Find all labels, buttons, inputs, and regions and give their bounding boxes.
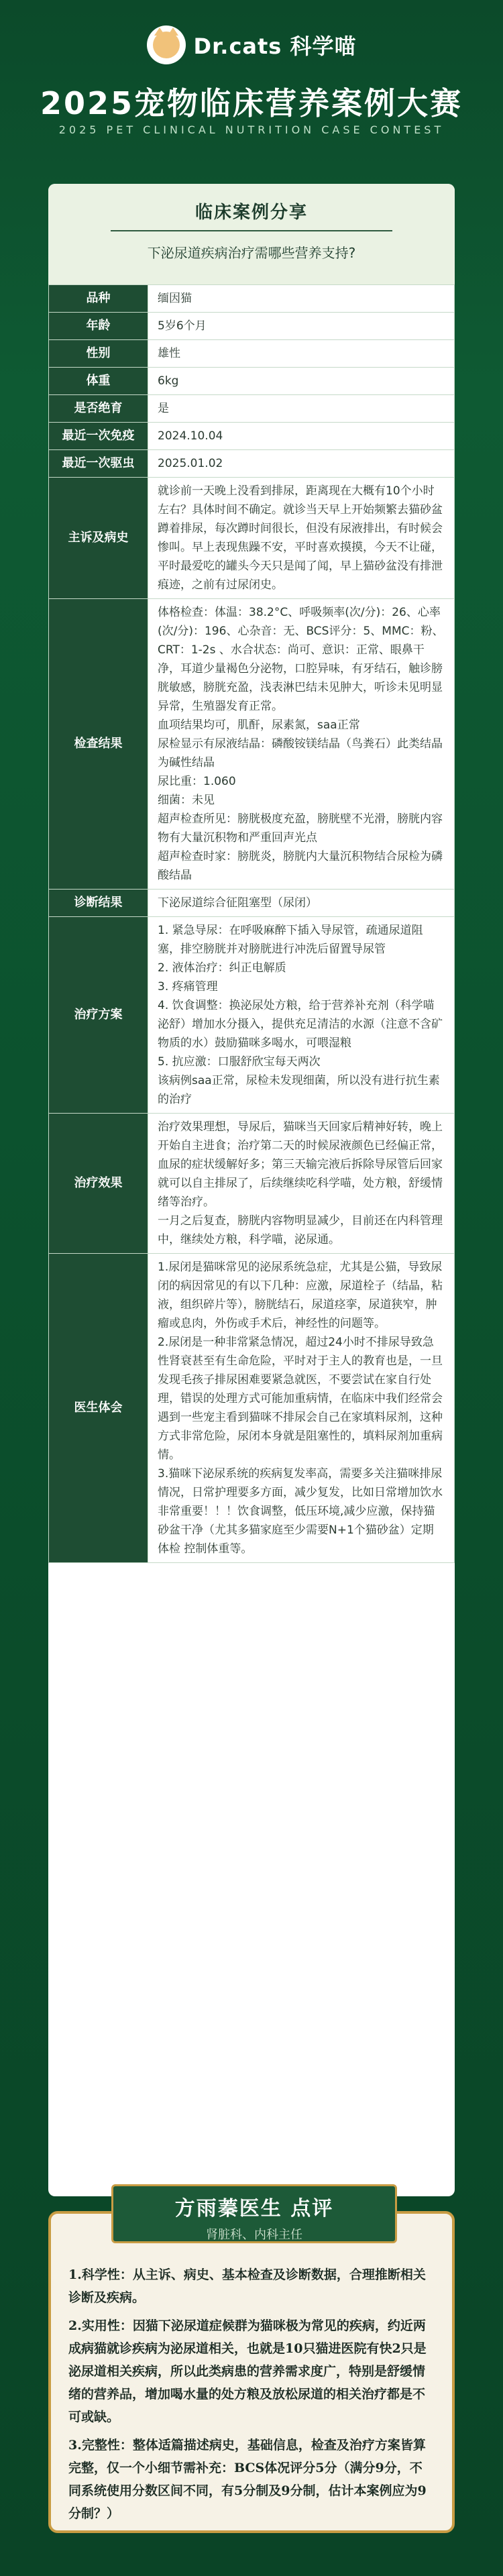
row-value: 6kg [148, 368, 455, 395]
expert-comment: 3.完整性：整体适篇描述病史，基础信息，检查及治疗方案皆算完整，仅一个小细节需补充：BCS体况评分5分（满分9分，不同系统使用分数区间不同，有5分制及9分制，估计本案例应为9分制？） [68, 2438, 427, 2521]
table-row [49, 450, 455, 478]
row-value: 1.尿闭是猫咪常见的泌尿系统急症，尤其是公猫，导致尿闭的病因常见的有以下几种：应激，尿道栓子（结晶，粘液，组织碎片等），膀胱结石，尿道痉挛，尿道狭窄，肿瘤或息肉，外伤或手术后，神经性的问题等。 2.尿闭是一种非常紧急情况，超过24小时不排尿导致急性肾衰甚至有生命危险，平时对于主人的教育也是，一旦发现毛孩子排尿困难要紧急就医，不要尝试在家自行处理，错误的处理方式可能加重病情，在临床中我们经常会遇到一些宠主看到猫咪不排尿会自己在家填料尿剂，这种方式非常危险，尿闭本身就是阻塞性的，填料尿剂加重病情。 3.猫咪下泌尿系统的疾病复发率高，需要多关注猫咪排尿情况，日常护理要多方面，减少复发，比如日常增加饮水非常重要！！！饮食调整，低压环境,减少应激，保持猫砂盆干净（尤其多猫家庭至少需要N+1个猫砂盆）定期体检 控制体重等。 [148, 1254, 455, 1563]
expert-name: 方雨蓁医生 点评 [174, 2197, 334, 2220]
expert-review [48, 2197, 455, 2533]
page-title: 2025宠物临床营养案例大赛 [40, 85, 463, 121]
table-row [49, 1114, 455, 1254]
brand [0, 25, 503, 64]
row-value: 2024.10.04 [148, 423, 455, 450]
row-label: 年龄 [49, 313, 148, 340]
row-label: 是否绝育 [49, 395, 148, 423]
brand-name: Dr.cats 科学喵 [193, 34, 357, 59]
page-subtitle: 2025 PET CLINICAL NUTRITION CASE CONTEST [58, 123, 445, 136]
row-label: 品种 [49, 285, 148, 313]
row-label: 最近一次驱虫 [49, 450, 148, 478]
card-heading: 临床案例分享 [194, 203, 308, 223]
row-label: 性别 [49, 340, 148, 368]
table-row [49, 395, 455, 423]
table-row [49, 1254, 455, 1563]
row-value: 体格检查：体温：38.2°C、呼吸频率(次/分)：26、心率(次/分)：196、心杂音：无、BCS评分：5、MMC：粉、CRT：1-2s 、水合状态：尚可、意识：正常、眼鼻干净，耳道少量褐色分泌物，口腔异味，有牙结石，触诊膀胱敏感，膀胱充盈，浅表淋巴结未见肿大，听诊未见明显异常，生殖器发育正常。 血项结果均可，肌酐，尿素氮，saa正常 尿检显示有尿液结晶：磷酸铵镁结晶（鸟粪石）此类结晶为碱性结晶 尿比重：1.060 细菌：未见 超声检查所见：膀胱极度充盈，膀胱壁不光滑，膀胱内容物有大量沉积物和严重回声光点 超声检查时家：膀胱炎，膀胱内大量沉积物结合尿检为磷酸结晶 [148, 599, 455, 890]
expert-role: 肾脏科、内科主任 [206, 2228, 302, 2242]
table-row [49, 890, 455, 917]
table-row [49, 478, 455, 599]
table-row [49, 368, 455, 395]
table-row [49, 917, 455, 1114]
expert-comment: 2.实用性：因猫下泌尿道症候群为猫咪极为常见的疾病，约近两成病猫就诊疾病为泌尿道相关，也就是10只猫进医院有快2只是泌尿道相关疾病，所以此类病患的营养需求度广，特别是舒缓情绪的营养品，增加喝水量的处方粮及放松尿道的相关治疗都是不可或缺。 [68, 2318, 427, 2424]
row-value: 2025.01.02 [148, 450, 455, 478]
row-label: 诊断结果 [49, 890, 148, 917]
row-value: 5岁6个月 [148, 313, 455, 340]
row-value: 是 [148, 395, 455, 423]
divider [111, 230, 392, 231]
row-label: 体重 [49, 368, 148, 395]
table-row [49, 599, 455, 890]
card-header [48, 184, 455, 284]
expert-comments [51, 2263, 452, 2525]
case-card [48, 184, 455, 2196]
row-value: 1. 紧急导尿：在呼吸麻醉下插入导尿管，疏通尿道阻塞，排空膀胱并对膀胱进行冲洗后留置导尿管 2. 液体治疗：纠正电解质 3. 疼痛管理 4. 饮食调整：换泌尿处方粮，给于营养补充剂（科学喵泌舒）增加水分摄入，提供充足清洁的水源（注意不含矿物质的水）鼓励猫咪多喝水，可喂湿粮 5. 抗应激：口服舒欣宝每天两次 该病例saa正常，尿检未发现细菌，所以没有进行抗生素的治疗 [148, 917, 455, 1114]
table-row [49, 340, 455, 368]
row-value: 缅因猫 [148, 285, 455, 313]
row-label: 主诉及病史 [49, 478, 148, 599]
row-label: 治疗方案 [49, 917, 148, 1114]
cat-logo-icon [147, 25, 186, 64]
row-value: 雄性 [148, 340, 455, 368]
expert-comment: 1.科学性：从主诉、病史、基本检查及诊断数据，合理推断相关诊断及疾病。 [68, 2267, 426, 2305]
row-label: 检查结果 [49, 599, 148, 890]
card-question: 下泌尿道疾病治疗需哪些营养支持? [147, 245, 356, 261]
table-row [49, 423, 455, 450]
row-label: 治疗效果 [49, 1114, 148, 1254]
case-table [48, 284, 455, 1563]
expert-banner [111, 2184, 397, 2243]
row-value: 就诊前一天晚上没看到排尿，距离现在大概有10个小时左右？具体时间不确定。就诊当天早上开始频繁去猫砂盆蹲着排尿，每次蹲时间很长，但没有尿液排出，有时候会惨叫。早上表现焦躁不安，平时喜欢摸摸，今天不让碰，平时最爱吃的罐头今天只是闻了闻，早上猫砂盆没有排泄痕迹，之前有过尿闭史。 [148, 478, 455, 599]
table-row [49, 313, 455, 340]
header [0, 0, 503, 201]
table-row [49, 285, 455, 313]
row-value: 治疗效果理想，导尿后，猫咪当天回家后精神好转，晚上开始自主进食；治疗第二天的时候尿液颜色已经偏正常，血尿的症状缓解好多；第三天输完液后拆除导尿管后回家就可以自主排尿了，后续继续吃科学喵，处方粮，舒缓情绪等治疗。 一月之后复查，膀胱内容物明显减少，目前还在内科管理中，继续处方粮，科学喵，泌尿通。 [148, 1114, 455, 1254]
row-value: 下泌尿道综合征阻塞型（尿闭） [148, 890, 455, 917]
row-label: 最近一次免疫 [49, 423, 148, 450]
row-label: 医生体会 [49, 1254, 148, 1563]
